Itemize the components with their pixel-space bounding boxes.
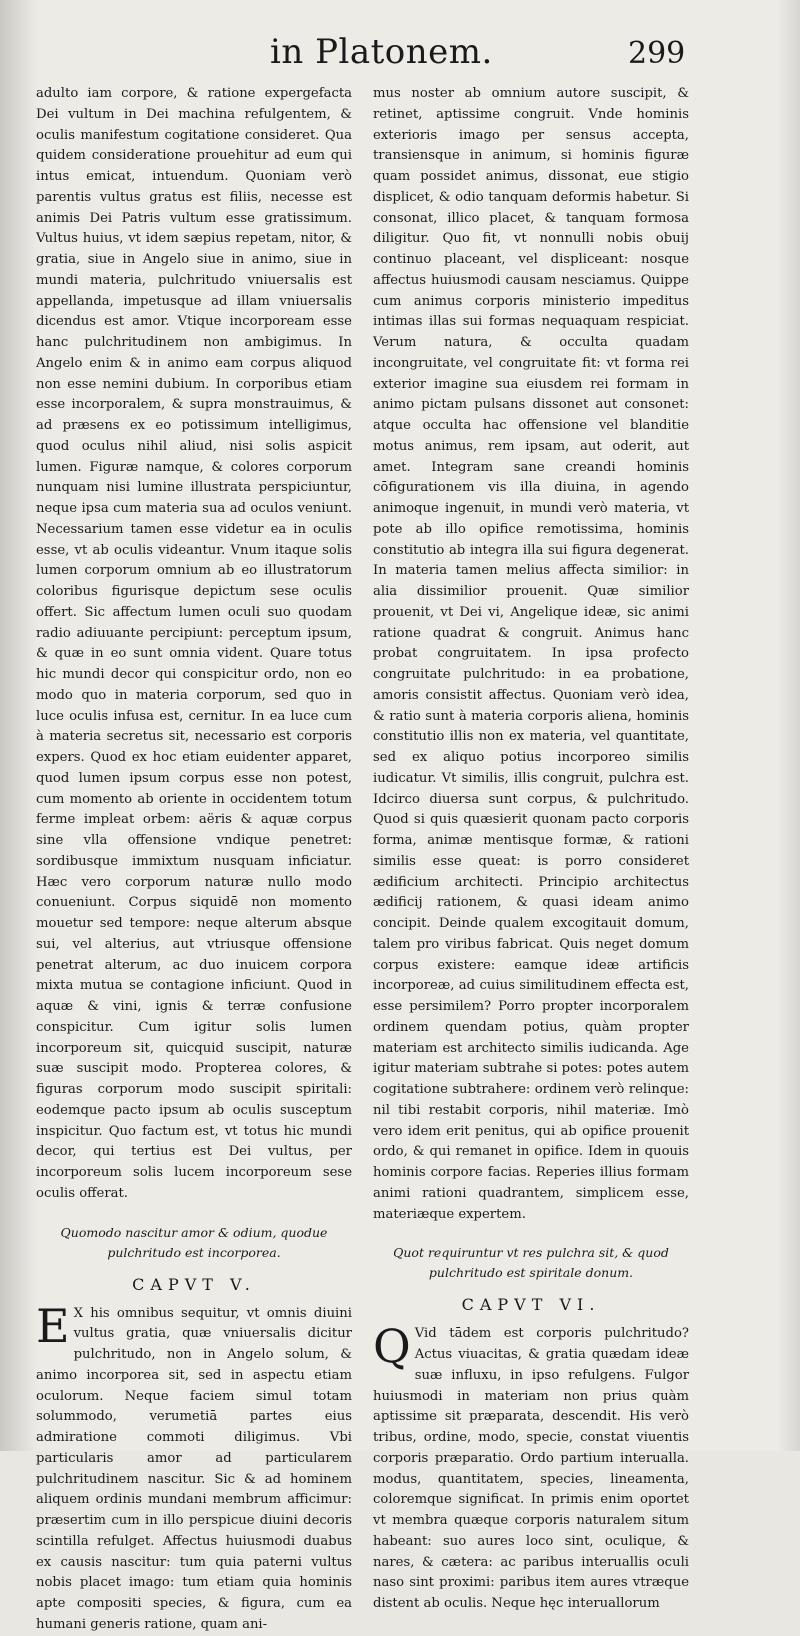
chapter-5-title: CAPVT V. (132, 1274, 256, 1294)
chapter-6-title: CAPVT VI. (461, 1295, 601, 1315)
right-column (373, 84, 689, 1615)
left-paragraph-2-text: X his omnibus sequitur, vt omnis diuini vultus gratia, quæ vniuersalis dicitur pulchritudo, non in Angelo solum, & animo incorporea sit, sed in aspectu etiam oculorum. Neque faciem simul totam solummodo, verumetiā partes eius admiratione commoti diligimus. Vbi particularis amor ad particularem pulchritudinem nascitur. Sic & ad hominem aliquem ordinis mundani membrum afficimur: præsertim cum in illo perspicue diuini decoris scintilla refulget. Affectus huiusmodi duabus ex causis nascitur: tum quia paterni vultus nobis placet imago: tum etiam quia hominis apte compositi species, & figura, cum ea humani generis ratione, quam ani- (36, 1305, 352, 1632)
page-edge-shadow (778, 0, 800, 1451)
chapter-5-summary-heading: Quomodo nascitur amor & odium, quodue pulchritudo est incorporea. (60, 1224, 328, 1260)
gutter-shadow (0, 0, 38, 1451)
chapter-6-summary-heading: Quot requiruntur vt res pulchra sit, & quod pulchritudo est spiritale donum. (393, 1245, 669, 1281)
left-paragraph-2 (36, 1298, 352, 1636)
right-paragraph-1: mus noster ab omnium autore suscipit, & retinet, aptissime congruit. Vnde hominis exterioris imago per sensus accepta, transiensque in animum, si hominis figuræ quam possidet animus, dissonat, eue stigio displicet, & odio tanquam deformis habetur. Si consonat, illico placet, & tanquam formosa diligitur. Quo fit, vt nonnulli nobis obuij continuo placeant, vel displiceant: nosque affectus huiusmodi causam nesciamus. Quippe cum animus corporis ministerio impeditus intimas illas sui formas nequaquam respiciat. Verum natura, & occulta quadam incongruitate, vel congruitate fit: vt forma rei exterior imagine sua eiusdem rei formam in animo pictam pulsans dissonet aut consonet: atque occulta hac offensione vel blanditie motus animus, rem ipsam, aut oderit, aut amet. Integram sane creandi hominis cōfigurationem vis illa diuina, in agendo animoque ingenuit, in mundi verò materia, vt pote ab illo opifice remotissima, hominis constitutio ab integra illa sui figura degenerat. In materia tamen melius affecta similior: in alia dissimilior prouenit. Quæ similior prouenit, vt Dei vi, Angelique ideæ, sic animi ratione quadrat & congruit. Animus hanc probat congruitatem. In ipsa profecto congruitate pulchritudo: in ea probatione, amoris consistit affectus. Quoniam verò idea, & ratio sunt à materia corporis aliena, hominis constitutio illis non ex materia, vel quantitate, sed ex aliquo potius incorporeo similis iudicatur. Vt similis, illis congruit, pulchra est. Idcirco diuersa sunt corpus, & pulchritudo. Quod si quis quæsierit quonam pacto corporis forma, animæ mentisque formæ, & rationi similis esse queat: is porro consideret ædificium architecti. Principio architectus ædificij rationem, & quasi ideam animo concipit. Deinde qualem excogitauit domum, talem pro viribus fabricat. Quis neget domum corpus existere: eamque ideæ artificis incorporeæ, ad cuius similitudinem effecta est, esse persimilem? Porro propter incorporalem ordinem quendam potius, quàm propter materiam est architecto similis iudicanda. Age igitur materiam subtrahe si potes: potes autem cogitatione subtrahere: ordinem verò relinque: nil tibi restabit corporis, nihil materiæ. Imò vero idem erit penitus, qui ab opifice prouenit ordo, & qui remanet in opifice. Idem in quouis hominis corpore facias. Reperies illius formam animi rationi quadrantem, simplicem esse, materiæque expertem. (373, 86, 689, 1222)
right-paragraph-2 (373, 1319, 689, 1615)
dropcap-e: E (36, 1298, 70, 1353)
page-number: 299 (628, 36, 686, 71)
right-paragraph-2-text: Vid tādem est corporis pulchritudo? Actus viuacitas, & gratia quædam ideæ suæ influxu, in ipso refulgens. Fulgor huiusmodi in materiam non prius quàm aptissime sit præparata, descendit. His verò tribus, ordine, modo, specie, constat viuentis corporis præparatio. Ordo partium interualla. modus, quantitatem, species, lineamenta, coloremque significat. In primis enim oportet vt membra quæque corporis naturalem situm habeant: suo aures loco sint, oculique, & nares, & cætera: ac paribus interuallis oculi naso sint proximi: paribus item aures vtræque distent ab oculis. Neque hęc interuallorum (373, 1326, 689, 1611)
dropcap-q: Q (373, 1319, 411, 1374)
left-paragraph-1: adulto iam corpore, & ratione expergefacta Dei vultum in Dei machina refulgentem, & oculis manifestum cogitatione consideret. Qua quidem consideratione prouehitur ad eum qui intus emicat, intuendum. Quoniam verò parentis vultus gratus est filiis, necesse est animis Dei Patris vultum esse gratissimum. Vultus huius, vt idem sæpius repetam, nitor, & gratia, siue in Angelo siue in animo, siue in mundi materia, pulchritudo vniuersalis est appellanda, impetusque ad illam vniuersalis dicendus est amor. Vtique incorpoream esse hanc pulchritudinem non ambigimus. In Angelo enim & in animo eam corpus aliquod non esse nemini dubium. In corporibus etiam esse incorporalem, & supra monstrauimus, & ad præsens ex eo potissimum intelligimus, quod oculus nihil aliud, nisi solis aspicit lumen. Figuræ namque, & colores corporum nunquam nisi lumine illustrata perspiciuntur, neque ipsa cum materia sua ad oculos veniunt. Necessarium tamen esse videtur ea in oculis esse, vt ab oculis videantur. Vnum itaque solis lumen corporum omnium ab eo illustratorum coloribus figurisque depictum sese oculis offert. Sic affectum lumen oculi suo quodam radio adiuuante percipiunt: perceptum ipsum, & quæ in eo sunt omnia vident. Quare totus hic mundi decor qui conspicitur ordo, non eo modo quo in materia corporum, sed quo in luce oculis infusa est, cernitur. In ea luce cum à materia secretus sit, necessario est corporis expers. Quod ex hoc etiam euidenter apparet, quod lumen ipsum corpus esse non potest, cum momento ab oriente in occidentem totum ferme impleat orbem: aëris & aquæ corpus sine vlla offensione vndique penetret: sordibusque immixtum nusquam inficiatur. Hæc vero corporum naturæ nullo modo conueniunt. Corpus siquidē non momento mouetur sed tempore: neque alterum absque sui, vel alterius, aut vtriusque offensione penetrat alterum, ac duo inuicem corpora mixta mutua se contagione inficiunt. Quod in aquæ & vini, ignis & terræ confusione conspicitur. Cum igitur solis lumen incorporeum sit, quicquid suscipit, naturæ suæ suscipit modo. Propterea colores, & figuras corporum modo suscipit spiritali: eodemque pacto ipsum ab oculis susceptum inspicitur. Quo factum est, vt totus hic mundi decor, qui tertius est Dei vultus, per incorporeum solis lucem incorporeum sese oculis offerat. (36, 86, 352, 1201)
running-head: in Platonem. (270, 32, 493, 72)
left-column (36, 84, 352, 1636)
